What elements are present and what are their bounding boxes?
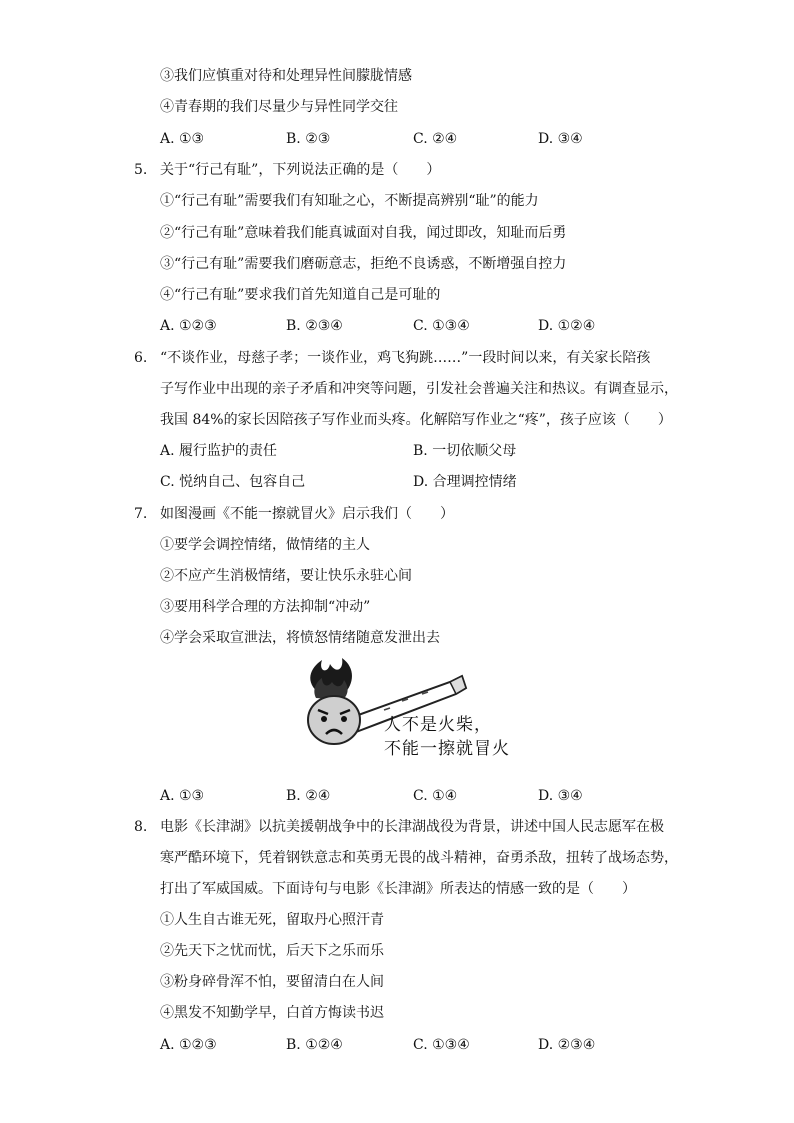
q5-item-1: ①“行己有耻”需要我们有知耻之心，不断提高辨别“耻”的能力 [160, 193, 539, 209]
q7-stem: 如图漫画《不能一擦就冒火》启示我们（ ） [160, 506, 454, 522]
q8-option-d[interactable]: D. ②③④ [538, 1037, 596, 1053]
q4-item-3: ③我们应慎重对待和处理异性间朦胧情感 [160, 68, 412, 84]
q7-item-3: ③要用科学合理的方法抑制“冲动” [160, 599, 371, 615]
q7-option-b[interactable]: B. ②④ [286, 788, 331, 804]
q6-option-c[interactable]: C. 悦纳自己、包容自己 [160, 474, 306, 490]
q7-option-a[interactable]: A. ①③ [160, 788, 205, 804]
q5-options [160, 316, 680, 336]
eye-right [341, 716, 347, 722]
q6-option-a[interactable]: A. 履行监护的责任 [160, 443, 278, 459]
q4-option-a[interactable]: A. ①③ [160, 131, 205, 147]
q6-stem-line-1: “不谈作业，母慈子孝；一谈作业，鸡飞狗跳……”一段时间以来，有关家长陪孩 [160, 350, 651, 366]
q4-option-c[interactable]: C. ②④ [413, 131, 458, 147]
q5-option-b[interactable]: B. ②③④ [286, 318, 343, 334]
q6-stem-line-3: 我国 84%的家长因陪孩子写作业而头疼。化解陪写作业之“疼”，孩子应该（ ） [160, 412, 672, 428]
q8-number: 8. [134, 819, 148, 835]
q8-option-a[interactable]: A. ①②③ [160, 1037, 217, 1053]
q6-stem-line-2: 子写作业中出现的亲子矛盾和冲突等问题，引发社会普遍关注和热议。有调查显示， [160, 381, 678, 397]
q5-option-a[interactable]: A. ①②③ [160, 318, 217, 334]
q6-option-d[interactable]: D. 合理调控情绪 [413, 474, 517, 490]
q5-item-4: ④“行己有耻”要求我们首先知道自己是可耻的 [160, 287, 441, 303]
q4-option-d[interactable]: D. ③④ [538, 131, 583, 147]
cartoon-caption-line-1: 人不是火柴， [384, 715, 492, 735]
match-cartoon-illustration [292, 654, 526, 766]
q5-option-c[interactable]: C. ①③④ [413, 318, 470, 334]
cartoon-caption-line-2: 不能一擦就冒火 [384, 739, 510, 759]
q5-number: 5. [134, 162, 148, 178]
q7-number: 7. [134, 506, 148, 522]
q7-item-4: ④学会采取宣泄法，将愤怒情绪随意发泄出去 [160, 630, 440, 646]
eye-left [321, 716, 327, 722]
q8-options [160, 1035, 680, 1055]
q8-item-1: ①人生自古谁无死，留取丹心照汗青 [160, 912, 384, 928]
q5-option-d[interactable]: D. ①②④ [538, 318, 596, 334]
q8-option-b[interactable]: B. ①②④ [286, 1037, 343, 1053]
q5-stem: 关于“行己有耻”，下列说法正确的是（ ） [160, 162, 441, 178]
q7-option-d[interactable]: D. ③④ [538, 788, 583, 804]
q8-item-2: ②先天下之忧而忧，后天下之乐而乐 [160, 943, 384, 959]
match-head [308, 696, 360, 744]
q6-number: 6. [134, 350, 148, 366]
q4-item-4: ④青春期的我们尽量少与异性同学交往 [160, 99, 398, 115]
q7-item-1: ①要学会调控情绪，做情绪的主人 [160, 537, 370, 553]
q7-item-2: ②不应产生消极情绪，要让快乐永驻心间 [160, 568, 412, 584]
q7-options [160, 786, 680, 806]
q8-item-3: ③粉身碎骨浑不怕，要留清白在人间 [160, 974, 384, 990]
q7-option-c[interactable]: C. ①④ [413, 788, 458, 804]
q4-option-b[interactable]: B. ②③ [286, 131, 331, 147]
q8-stem-line-2: 寒严酷环境下，凭着钢铁意志和英勇无畏的战斗精神，奋勇杀敌，扭转了战场态势， [160, 850, 678, 866]
q8-option-c[interactable]: C. ①③④ [413, 1037, 470, 1053]
q5-item-3: ③“行己有耻”需要我们磨砺意志，拒绝不良诱惑，不断增强自控力 [160, 256, 567, 272]
q8-item-4: ④黑发不知勤学早，白首方悔读书迟 [160, 1005, 384, 1021]
q8-stem-line-3: 打出了军威国威。下面诗句与电影《长津湖》所表达的情感一致的是（ ） [160, 881, 636, 897]
q6-option-b[interactable]: B. 一切依顺父母 [413, 443, 517, 459]
q5-item-2: ②“行己有耻”意味着我们能真诚面对自我，闻过即改，知耻而后勇 [160, 225, 567, 241]
match-cartoon [292, 654, 526, 766]
q8-stem-line-1: 电影《长津湖》以抗美援朝战争中的长津湖战役为背景，讲述中国人民志愿军在极 [160, 819, 664, 835]
q4-options [160, 129, 680, 149]
